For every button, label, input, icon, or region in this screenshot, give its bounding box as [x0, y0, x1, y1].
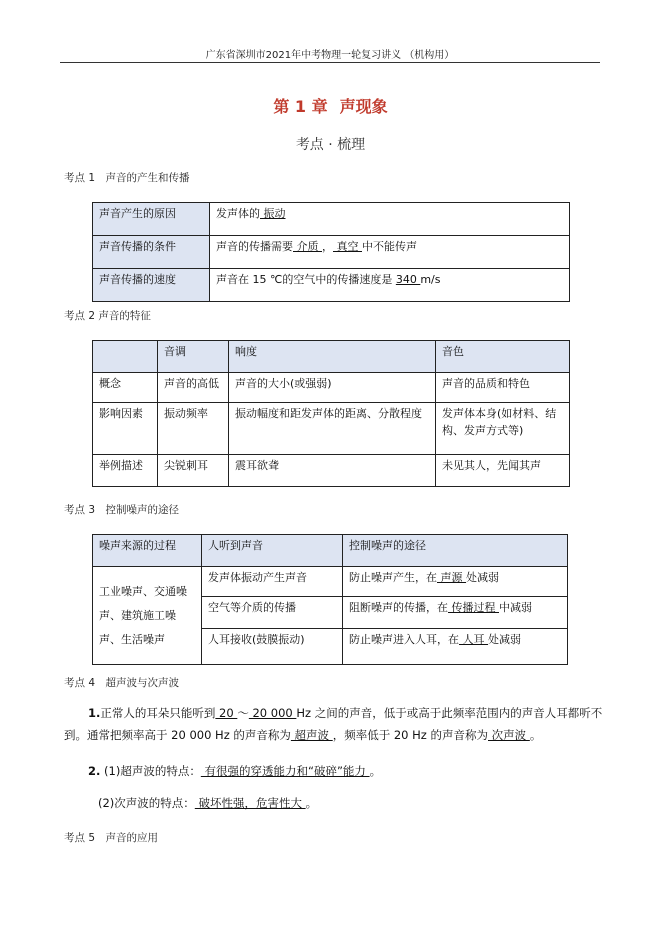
section-1-heading: 考点 1 声音的产生和传播 — [64, 172, 190, 184]
header-cell: 响度 — [229, 341, 436, 373]
table-row — [93, 403, 570, 455]
table-noise-control — [92, 534, 568, 665]
answer-blank: 声源 — [437, 571, 466, 584]
table-cell: 尖锐刺耳 — [158, 455, 229, 487]
table-row — [93, 269, 570, 302]
header-cell: 控制噪声的途径 — [343, 535, 568, 567]
header-cell: 噪声来源的过程 — [93, 535, 202, 567]
table-row — [93, 373, 570, 403]
answer-blank: 20 000 — [248, 706, 297, 720]
table-row — [93, 203, 570, 236]
table-sound-characteristics — [92, 340, 570, 487]
table-header-row — [93, 341, 570, 373]
header-divider — [60, 62, 600, 63]
table-cell: 举例描述 — [93, 455, 158, 487]
answer-blank: 超声波 — [290, 728, 333, 742]
table-cell: 未见其人，先闻其声 — [436, 455, 570, 487]
question-2-part-1: 2. (1)超声波的特点： 有很强的穿透能力和“破碎”能力 。 — [88, 764, 382, 778]
question-1: 1.正常人的耳朵只能听到 20 ～ 20 000 Hz 之间的声音，低于或高于此频率范围内的声音人耳都听不到。通常把频率高于 20 000 Hz 的声音称为 超声波 ，频率低于 20 Hz 的声音称为 次声波 。 — [64, 706, 603, 742]
table-cell: 发声体本身(如材料、结构、发声方式等) — [436, 403, 570, 455]
chapter-title — [0, 94, 661, 117]
row-content: 声音的传播需要 介质 ， 真空 中不能传声 — [210, 236, 570, 269]
table-cell: 阻断噪声的传播，在 传播过程 中减弱 — [343, 597, 568, 629]
answer-blank: 破坏性强，危害性大 — [194, 796, 306, 810]
table-row — [93, 236, 570, 269]
page-header: 广东省深圳市2021年中考物理一轮复习讲义 （机构用） — [205, 50, 455, 61]
header-cell: 音调 — [158, 341, 229, 373]
table-cell: 声音的高低 — [158, 373, 229, 403]
answer-blank: 介质 — [293, 240, 322, 253]
table-sound-production — [92, 202, 570, 302]
question-2-part-2: (2)次声波的特点： 破坏性强，危害性大 。 — [98, 796, 318, 810]
table-cell: 防止噪声进入人耳，在 人耳 处减弱 — [343, 629, 568, 665]
header-cell: 音色 — [436, 341, 570, 373]
header-cell — [93, 341, 158, 373]
noise-source-cell: 工业噪声、交通噪声、建筑施工噪声、生活噪声 — [93, 567, 202, 665]
answer-blank: 340 — [395, 273, 421, 286]
table-cell: 振动频率 — [158, 403, 229, 455]
header-cell: 人听到声音 — [202, 535, 343, 567]
answer-blank: 振动 — [260, 207, 286, 220]
table-cell: 振动幅度和距发声体的距离、分散程度 — [229, 403, 436, 455]
table-cell: 震耳欲聋 — [229, 455, 436, 487]
answer-blank: 传播过程 — [448, 601, 499, 614]
answer-blank: 次声波 — [488, 728, 530, 742]
table-row — [93, 567, 568, 597]
row-label: 声音产生的原因 — [93, 203, 210, 236]
table-cell: 人耳接收(鼓膜振动) — [202, 629, 343, 665]
chapter-name: 声现象 — [339, 97, 388, 116]
table-cell: 空气等介质的传播 — [202, 597, 343, 629]
answer-blank: 20 — [215, 706, 238, 720]
answer-blank: 真空 — [333, 240, 362, 253]
section-5-heading: 考点 5 声音的应用 — [64, 832, 159, 844]
table-cell: 概念 — [93, 373, 158, 403]
table-cell: 防止噪声产生，在 声源 处减弱 — [343, 567, 568, 597]
section-2-heading: 考点 2 声音的特征 — [64, 310, 151, 322]
table-cell: 声音的大小(或强弱) — [229, 373, 436, 403]
table-header-row — [93, 535, 568, 567]
answer-blank: 人耳 — [459, 633, 488, 646]
table-cell: 发声体振动产生声音 — [202, 567, 343, 597]
section-4-heading: 考点 4 超声波与次声波 — [64, 677, 180, 689]
chapter-number: 第 1 章 — [273, 97, 328, 116]
row-label: 声音传播的条件 — [93, 236, 210, 269]
table-cell: 影响因素 — [93, 403, 158, 455]
table-cell: 声音的品质和特色 — [436, 373, 570, 403]
answer-blank: 有很强的穿透能力和“破碎”能力 — [200, 764, 370, 778]
question-number: 1. — [88, 706, 101, 720]
row-content: 发声体的 振动 — [210, 203, 570, 236]
subtitle: 考点 · 梳理 — [295, 137, 366, 153]
section-3-heading: 考点 3 控制噪声的途径 — [64, 504, 180, 516]
question-number: 2. — [88, 764, 101, 778]
table-row — [93, 455, 570, 487]
row-content: 声音在 15 ℃的空气中的传播速度是 340 m/s — [210, 269, 570, 302]
row-label: 声音传播的速度 — [93, 269, 210, 302]
